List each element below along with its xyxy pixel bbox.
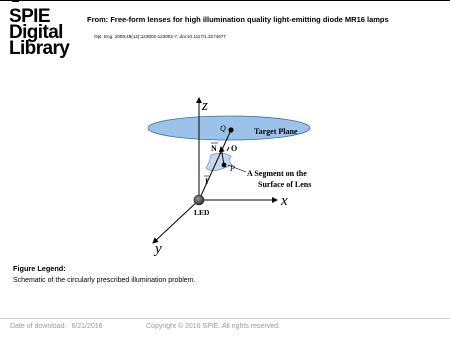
point-p-label: P bbox=[230, 164, 235, 173]
vector-i-label: I bbox=[205, 177, 209, 186]
point-q-label: Q bbox=[220, 124, 226, 133]
download-date-label: Date of download: bbox=[10, 323, 67, 330]
z-axis-label: z bbox=[202, 98, 208, 114]
download-date-value: 6/21/2016 bbox=[71, 323, 103, 330]
outgoing-ray-tick bbox=[227, 147, 229, 151]
logo-line-1: SPIE bbox=[9, 6, 50, 27]
y-axis-label: y bbox=[155, 241, 162, 257]
point-o-label: O bbox=[231, 144, 238, 153]
vector-n-label: N bbox=[211, 144, 217, 153]
y-axis bbox=[153, 200, 199, 243]
x-axis-label: x bbox=[281, 193, 288, 209]
footer-divider bbox=[0, 318, 450, 319]
figure-legend-heading: Figure Legend: bbox=[13, 264, 66, 273]
copyright-notice: Copyright © 2016 SPIE. All rights reserved. bbox=[146, 323, 280, 330]
led-label: LED bbox=[194, 208, 210, 217]
point-q-marker bbox=[228, 127, 233, 132]
led-source bbox=[194, 195, 204, 205]
logo-line-2: Digital bbox=[9, 22, 63, 43]
logo-line-3: Library bbox=[9, 38, 70, 59]
segment-label-line-1: A Segment on the bbox=[247, 169, 307, 178]
download-date bbox=[10, 323, 103, 330]
figure-legend-caption: Schematic of the circularly prescribed illumination problem. bbox=[13, 277, 196, 284]
article-title: From: Free-form lenses for high illumination quality light-emitting diode MR16 lamps bbox=[87, 15, 389, 24]
segment-label-line-2: Surface of Lens bbox=[258, 180, 312, 189]
target-plane-label: Target Plane bbox=[254, 127, 298, 136]
article-citation: Opt. Eng. 2009;48(12):123002-123002-7. doi:10.1117/1.3274677 bbox=[94, 34, 226, 39]
